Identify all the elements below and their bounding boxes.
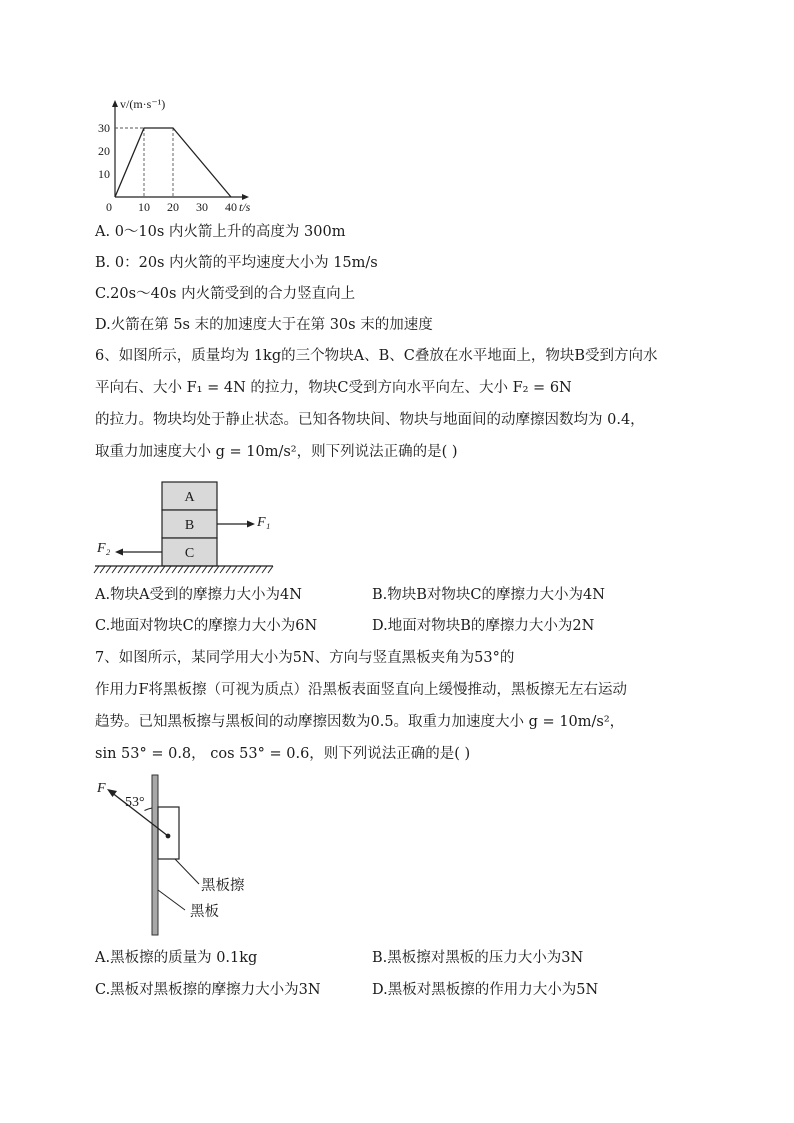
hatch-mark [154, 566, 159, 573]
q7-option-c: C.黑板对黑板擦的摩擦力大小为3N [95, 982, 321, 998]
q5-option-b: B. 0：20s 内火箭的平均速度大小为 15m/s [95, 255, 378, 271]
x-tick-label: 10 [138, 200, 150, 214]
hatch-mark [106, 566, 111, 573]
q5-option-a: A. 0～10s 内火箭上升的高度为 300m [95, 224, 346, 240]
x-tick-label: 40 [225, 200, 237, 214]
q5-option-d: D.火箭在第 5s 末的加速度大于在第 30s 末的加速度 [95, 317, 433, 333]
q6-option-c: C.地面对物块C的摩擦力大小为6N [95, 618, 318, 634]
hatch-mark [262, 566, 267, 573]
hatch-mark [268, 566, 273, 573]
hatch-mark [100, 566, 105, 573]
eraser-leader-line [175, 859, 199, 884]
q7-stem-line-3: 趋势。已知黑板擦与黑板间的动摩擦因数为0.5。取重力加速度大小 g = 10m/s²， [95, 714, 625, 730]
stacked-blocks-figure [95, 480, 295, 580]
force-f2-arrowhead [115, 549, 123, 556]
q6-stem-line-3: 的拉力。物块均处于静止状态。已知各物块间、物块与地面间的动摩擦因数均为 0.4， [95, 412, 645, 428]
graph-axes [112, 100, 249, 200]
x-tick-label: 30 [196, 200, 208, 214]
force-f1-arrowhead [247, 521, 255, 528]
y-tick-label: 10 [98, 167, 110, 181]
hatch-mark [232, 566, 237, 573]
q6-option-a: A.物块A受到的摩擦力大小为4N [95, 587, 302, 603]
q7-stem-line-1: 7、如图所示，某同学用大小为5N、方向与竖直黑板夹角为53°的 [95, 650, 515, 666]
hatch-mark [256, 566, 261, 573]
hatch-mark [220, 566, 225, 573]
y-tick-label: 20 [98, 144, 110, 158]
eraser [158, 807, 179, 859]
q6-stem-line-4: 取重力加速度大小 g = 10m/s²，则下列说法正确的是( ) [95, 444, 458, 460]
q7-option-b: B.黑板擦对黑板的压力大小为3N [372, 950, 584, 966]
hatch-mark [226, 566, 231, 573]
q5-option-c: C.20s～40s 内火箭受到的合力竖直向上 [95, 286, 356, 302]
hatch-mark [184, 566, 189, 573]
board-leader-line [158, 890, 185, 910]
hatch-mark [178, 566, 183, 573]
hatch-mark [160, 566, 165, 573]
velocity-time-graph [95, 90, 295, 220]
hatch-mark [190, 566, 195, 573]
force-f2-label: F₂ [97, 541, 111, 556]
hatch-mark [130, 566, 135, 573]
y-axis-arrowhead [112, 100, 118, 107]
board-label: 黑板 [190, 904, 219, 920]
hatch-mark [118, 566, 123, 573]
hatch-mark [172, 566, 177, 573]
hatch-mark [112, 566, 117, 573]
x-tick-label: 20 [167, 200, 179, 214]
block-c-label: C [184, 546, 195, 561]
hatch-mark [250, 566, 255, 573]
q6-option-b: B.物块B对物块C的摩擦力大小为4N [372, 587, 605, 603]
graph-guide-lines [115, 128, 173, 197]
ground-hatching [94, 566, 273, 573]
hatch-mark [166, 566, 171, 573]
blackboard [152, 775, 158, 935]
hatch-mark [136, 566, 141, 573]
q7-option-d: D.黑板对黑板擦的作用力大小为5N [372, 982, 599, 998]
x-axis-label: t/s [239, 200, 251, 214]
y-axis-label: v/(m·s⁻¹) [120, 97, 166, 111]
q6-option-d: D.地面对物块B的摩擦力大小为2N [372, 618, 595, 634]
y-tick-label: 30 [98, 121, 110, 135]
angle-label: 53° [125, 795, 145, 810]
q6-stem-line-2: 平向右、大小 F₁ = 4N 的拉力，物块C受到方向水平向左、大小 F₂ = 6N [95, 380, 572, 396]
q6-stem-line-1: 6、如图所示，质量均为 1kg的三个物块A、B、C叠放在水平地面上，物块B受到方向水 [95, 348, 658, 364]
q7-option-a: A.黑板擦的质量为 0.1kg [95, 950, 258, 966]
hatch-mark [202, 566, 207, 573]
hatch-mark [214, 566, 219, 573]
angle-arc [145, 808, 153, 811]
q7-stem-line-2: 作用力F将黑板擦（可视为质点）沿黑板表面竖直向上缓慢推动，黑板擦无左右运动 [95, 682, 628, 698]
hatch-mark [124, 566, 129, 573]
block-a-label: A [184, 490, 195, 505]
hatch-mark [94, 566, 99, 573]
hatch-mark [244, 566, 249, 573]
eraser-label: 黑板擦 [201, 878, 245, 894]
block-b-label: B [184, 518, 195, 533]
hatch-mark [196, 566, 201, 573]
force-f-label: F [97, 781, 106, 796]
hatch-mark [238, 566, 243, 573]
hatch-mark [208, 566, 213, 573]
hatch-mark [142, 566, 147, 573]
q7-stem-line-4: sin 53° = 0.8， cos 53° = 0.6，则下列说法正确的是( ) [95, 746, 471, 762]
force-f1-label: F₁ [257, 515, 271, 530]
blackboard-eraser-figure [95, 772, 295, 937]
origin-label: 0 [106, 200, 112, 214]
hatch-mark [148, 566, 153, 573]
